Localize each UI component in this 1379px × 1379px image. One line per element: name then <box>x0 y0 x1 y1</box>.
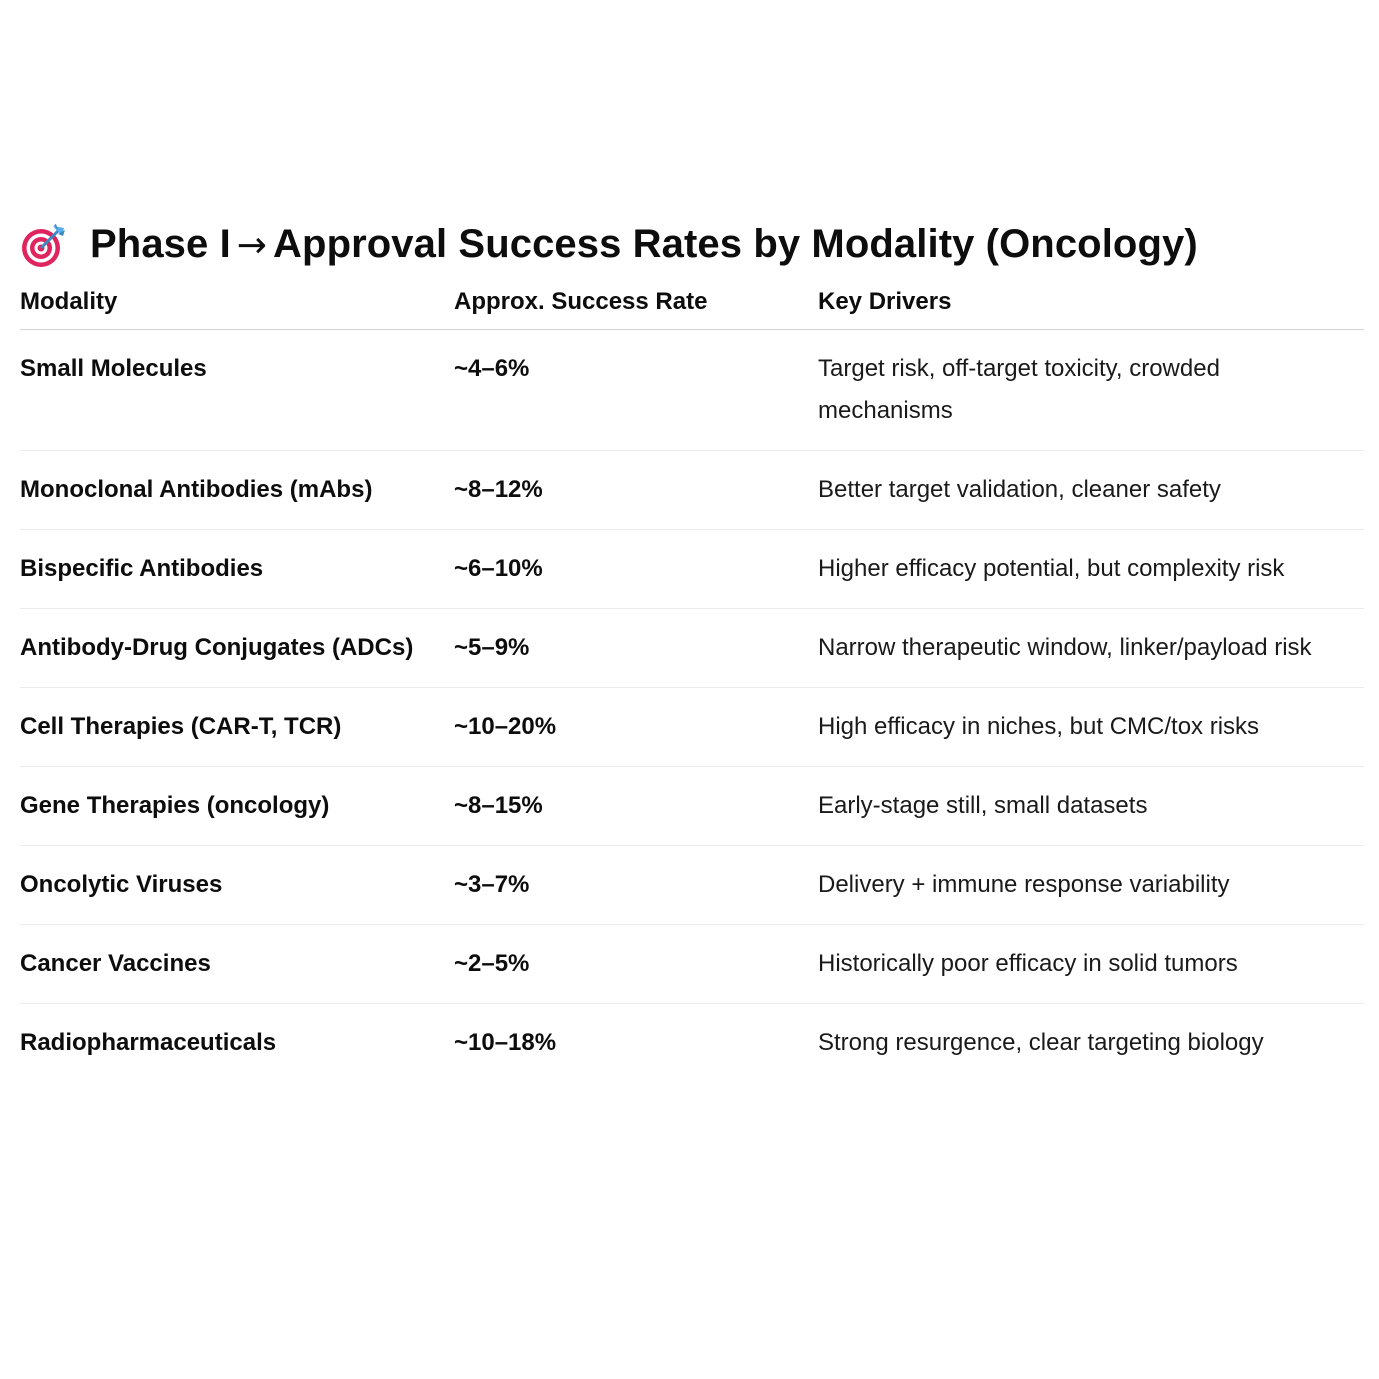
key-drivers-cell: Better target validation, cleaner safety <box>818 451 1364 530</box>
key-drivers-cell: Delivery + immune response variability <box>818 846 1364 925</box>
table-body <box>20 330 1364 1083</box>
column-header-modality: Modality <box>20 288 454 330</box>
key-drivers-cell: High efficacy in niches, but CMC/tox risks <box>818 688 1364 767</box>
heading-title <box>90 222 1198 267</box>
modality-cell: Gene Therapies (oncology) <box>20 767 454 846</box>
column-header-success-rate: Approx. Success Rate <box>454 288 818 330</box>
success-rate-cell: ~3–7% <box>454 846 818 925</box>
table-row <box>20 767 1364 846</box>
table-row <box>20 330 1364 451</box>
section-heading <box>20 214 1364 274</box>
success-rate-cell: ~8–12% <box>454 451 818 530</box>
key-drivers-cell: Early-stage still, small datasets <box>818 767 1364 846</box>
modality-cell: Radiopharmaceuticals <box>20 1029 277 1056</box>
key-drivers-cell: Target risk, off-target toxicity, crowded mechanisms <box>818 330 1364 451</box>
key-drivers-cell: Strong resurgence, clear targeting biology <box>818 1029 1264 1056</box>
success-rate-cell: ~5–9% <box>454 609 818 688</box>
table-row <box>20 609 1364 688</box>
success-rate-cell: ~8–15% <box>454 767 818 846</box>
table-row <box>20 530 1364 609</box>
modality-cell: Oncolytic Viruses <box>20 846 454 925</box>
table-row <box>20 451 1364 530</box>
column-header-key-drivers: Key Drivers <box>818 288 1364 330</box>
success-rate-cell: ~2–5% <box>454 925 818 1004</box>
table-header <box>20 288 1364 330</box>
success-rate-cell: ~4–6% <box>454 330 818 451</box>
header-row <box>20 288 1364 330</box>
success-rate-cell: ~10–18% <box>454 1029 557 1056</box>
modality-cell: Small Molecules <box>20 330 454 451</box>
arrow-right-icon: → <box>236 224 268 266</box>
key-drivers-cell: Historically poor efficacy in solid tumors <box>818 925 1364 1004</box>
modality-cell: Antibody-Drug Conjugates (ADCs) <box>20 609 454 688</box>
modality-cell: Cancer Vaccines <box>20 925 454 1004</box>
table-row <box>20 925 1364 1004</box>
modality-cell: Cell Therapies (CAR-T, TCR) <box>20 688 454 767</box>
key-drivers-cell: Higher efficacy potential, but complexity risk <box>818 530 1364 609</box>
direct-hit-target-icon <box>20 222 66 268</box>
key-drivers-cell: Narrow therapeutic window, linker/payload risk <box>818 609 1364 688</box>
modality-cell: Bispecific Antibodies <box>20 530 454 609</box>
table-row <box>20 1004 1364 1083</box>
table-row <box>20 688 1364 767</box>
heading-rest: Approval Success Rates by Modality (Oncology) <box>273 221 1198 266</box>
success-rate-cell: ~6–10% <box>454 530 818 609</box>
modality-cell: Monoclonal Antibodies (mAbs) <box>20 451 454 530</box>
response-content <box>20 214 1364 1082</box>
success-rate-cell: ~10–20% <box>454 688 818 767</box>
heading-phase: Phase I <box>90 221 231 266</box>
table-row <box>20 846 1364 925</box>
success-rate-table <box>20 288 1364 1082</box>
